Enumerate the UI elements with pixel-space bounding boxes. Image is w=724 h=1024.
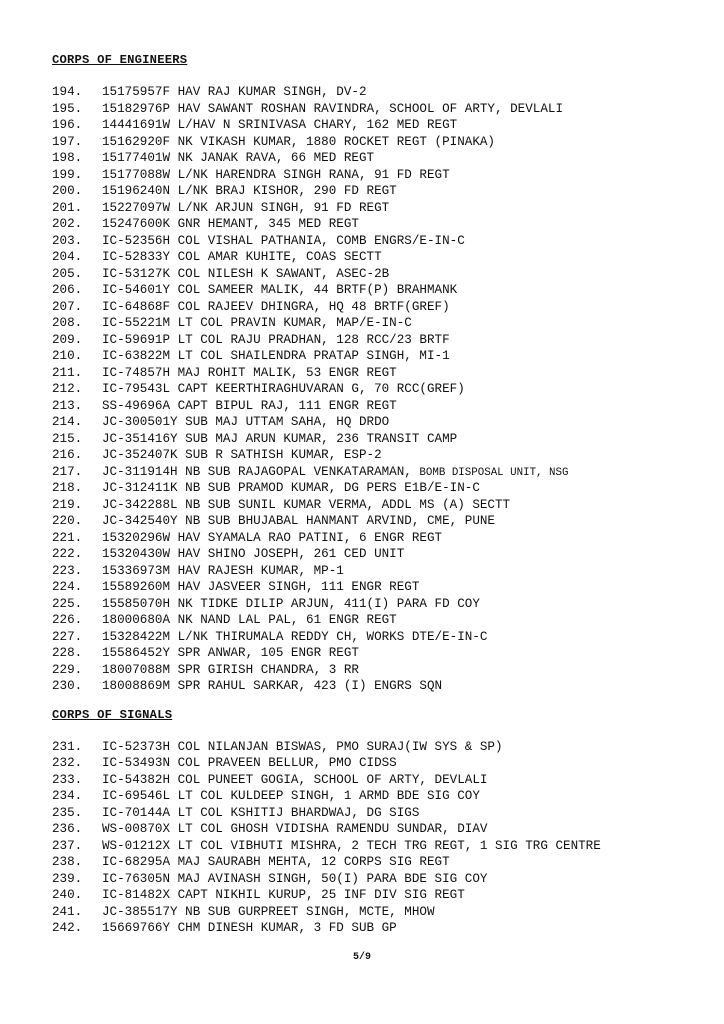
list-item xyxy=(52,447,692,464)
list-item xyxy=(52,755,692,772)
list-item xyxy=(52,904,692,921)
list-item xyxy=(52,772,692,789)
entry-number: 197. xyxy=(52,134,83,149)
list-item xyxy=(52,645,692,662)
list-item xyxy=(52,117,692,134)
entry-text: 15320296W HAV SYAMALA RAO PATINI, 6 ENGR REGT xyxy=(102,530,443,545)
entry-number: 221. xyxy=(52,530,83,545)
list-item xyxy=(52,612,692,629)
list-item xyxy=(52,739,692,756)
entry-text: IC-52833Y COL AMAR KUHITE, COAS SECTT xyxy=(102,250,382,264)
entry-number: 239. xyxy=(52,871,83,886)
entry-number: 208. xyxy=(52,316,83,330)
list-item xyxy=(52,398,692,415)
list-item xyxy=(52,101,692,118)
entry-text: 15162920F NK VIKASH KUMAR, 1880 ROCKET REGT (PINAKA) xyxy=(102,134,495,149)
entry-text: IC-81482X CAPT NIKHIL KURUP, 25 INF DIV SIG REGT xyxy=(102,888,465,902)
entry-text: IC-74857H MAJ ROHIT MALIK, 53 ENGR REGT xyxy=(102,365,397,380)
list-item xyxy=(52,167,692,184)
entry-number: 242. xyxy=(52,921,83,935)
entry-number: 241. xyxy=(52,904,83,919)
entry-number: 204. xyxy=(52,250,83,264)
entry-text: JC-352407K SUB R SATHISH KUMAR, ESP-2 xyxy=(102,448,382,462)
entry-number: 219. xyxy=(52,497,83,512)
list-item xyxy=(52,266,692,283)
entry-number: 198. xyxy=(52,151,83,165)
entry-number: 202. xyxy=(52,217,83,231)
list-item xyxy=(52,629,692,646)
entry-text: 18007088M SPR GIRISH CHANDRA, 3 RR xyxy=(102,662,359,677)
list-item xyxy=(52,282,692,299)
section-heading: CORPS OF SIGNALS xyxy=(52,707,173,722)
entry-number: 227. xyxy=(52,629,83,644)
list-item xyxy=(52,788,692,805)
entry-number: 213. xyxy=(52,398,83,413)
entry-text: JC-351416Y SUB MAJ ARUN KUMAR, 236 TRANSIT CAMP xyxy=(102,431,458,446)
entry-text: 15585070H NK TIDKE DILIP ARJUN, 411(I) PARA FD COY xyxy=(102,596,480,611)
entry-number: 234. xyxy=(52,789,83,803)
entry-list xyxy=(52,84,692,695)
list-item xyxy=(52,821,692,838)
list-item xyxy=(52,546,692,563)
list-item xyxy=(52,887,692,904)
list-item xyxy=(52,183,692,200)
entry-text: 18000680A NK NAND LAL PAL, 61 ENGR REGT xyxy=(102,613,397,627)
list-item xyxy=(52,332,692,349)
list-item xyxy=(52,84,692,101)
list-item xyxy=(52,662,692,679)
entry-number: 229. xyxy=(52,662,83,677)
entry-text: IC-76305N MAJ AVINASH SINGH, 50(I) PARA BDE SIG COY xyxy=(102,871,488,886)
entry-text: IC-53127K COL NILESH K SAWANT, ASEC-2B xyxy=(102,266,390,281)
list-item xyxy=(52,579,692,596)
entry-text: IC-54382H COL PUNEET GOGIA, SCHOOL OF ARTY, DEVLALI xyxy=(102,772,488,787)
list-item xyxy=(52,513,692,530)
entry-number: 210. xyxy=(52,349,83,363)
entry-number: 238. xyxy=(52,855,83,869)
entry-number: 205. xyxy=(52,266,83,281)
entry-text: 15336973M HAV RAJESH KUMAR, MP-1 xyxy=(102,563,344,578)
list-item xyxy=(52,596,692,613)
list-item xyxy=(52,233,692,250)
entry-text: IC-68295A MAJ SAURABH MEHTA, 12 CORPS SIG REGT xyxy=(102,855,450,869)
entry-number: 220. xyxy=(52,514,83,528)
entry-text: JC-342288L NB SUB SUNIL KUMAR VERMA, ADDL MS (A) SECTT xyxy=(102,497,511,512)
list-item xyxy=(52,414,692,431)
entry-text: WS-00870X LT COL GHOSH VIDISHA RAMENDU SUNDAR, DIAV xyxy=(102,822,488,836)
list-item xyxy=(52,480,692,497)
section-engineers xyxy=(52,52,692,695)
list-item xyxy=(52,530,692,547)
list-item xyxy=(52,315,692,332)
list-item xyxy=(52,381,692,398)
entry-text: 15589260M HAV JASVEER SINGH, 111 ENGR REGT xyxy=(102,580,420,594)
entry-text: IC-69546L LT COL KULDEEP SINGH, 1 ARMD BDE SIG COY xyxy=(102,789,480,803)
entry-number: 224. xyxy=(52,580,83,594)
entry-number: 225. xyxy=(52,596,83,611)
entry-text: IC-52373H COL NILANJAN BISWAS, PMO SURAJ(IW SYS & SP) xyxy=(102,739,503,754)
entry-number: 214. xyxy=(52,415,83,429)
entry-text: 15320430W HAV SHINO JOSEPH, 261 CED UNIT xyxy=(102,547,405,561)
entry-number: 231. xyxy=(52,739,83,754)
entry-number: 203. xyxy=(52,233,83,248)
entry-number: 237. xyxy=(52,838,83,853)
entry-text: WS-01212X LT COL VIBHUTI MISHRA, 2 TECH TRG REGT, 1 SIG TRG CENTRE xyxy=(102,838,601,853)
entry-number: 195. xyxy=(52,101,83,116)
entry-text: IC-55221M LT COL PRAVIN KUMAR, MAP/E-IN-C xyxy=(102,316,412,330)
list-item xyxy=(52,299,692,316)
list-item xyxy=(52,838,692,855)
entry-text: 15247600K GNR HEMANT, 345 MED REGT xyxy=(102,217,359,231)
list-item xyxy=(52,805,692,822)
entry-number: 218. xyxy=(52,481,83,495)
entry-text: 14441691W L/HAV N SRINIVASA CHARY, 162 MED REGT xyxy=(102,118,458,132)
list-item xyxy=(52,348,692,365)
list-item xyxy=(52,365,692,382)
entry-number: 240. xyxy=(52,888,83,902)
entry-text: IC-63822M LT COL SHAILENDRA PRATAP SINGH, MI-1 xyxy=(102,349,450,363)
entry-text: 15227097W L/NK ARJUN SINGH, 91 FD REGT xyxy=(102,200,390,215)
entry-text: IC-59691P LT COL RAJU PRADHAN, 128 RCC/23 BRTF xyxy=(102,332,450,347)
entry-text: IC-53493N COL PRAVEEN BELLUR, PMO CIDSS xyxy=(102,756,397,770)
list-item xyxy=(52,871,692,888)
entry-number: 216. xyxy=(52,448,83,462)
entry-number: 232. xyxy=(52,756,83,770)
entry-list xyxy=(52,739,692,937)
entry-text: JC-385517Y NB SUB GURPREET SINGH, MCTE, MHOW xyxy=(102,904,435,919)
entry-number: 217. xyxy=(52,464,83,479)
entry-number: 236. xyxy=(52,822,83,836)
entry-text: 15175957F HAV RAJ KUMAR SINGH, DV-2 xyxy=(102,85,367,99)
entry-number: 228. xyxy=(52,646,83,660)
list-item xyxy=(52,854,692,871)
entry-number: 235. xyxy=(52,805,83,820)
entry-text: IC-54601Y COL SAMEER MALIK, 44 BRTF(P) BRAHMANK xyxy=(102,283,458,297)
entry-number: 199. xyxy=(52,167,83,182)
list-item xyxy=(52,150,692,167)
entry-number: 226. xyxy=(52,613,83,627)
section-signals xyxy=(52,707,692,937)
entry-text: 15328422M L/NK THIRUMALA REDDY CH, WORKS DTE/E-IN-C xyxy=(102,629,488,644)
entry-text: IC-64868F COL RAJEEV DHINGRA, HQ 48 BRTF(GREF) xyxy=(102,299,450,314)
entry-text: IC-52356H COL VISHAL PATHANIA, COMB ENGRS/E-IN-C xyxy=(102,233,465,248)
entry-number: 196. xyxy=(52,118,83,132)
section-heading: CORPS OF ENGINEERS xyxy=(52,53,188,67)
entry-text: SS-49696A CAPT BIPUL RAJ, 111 ENGR REGT xyxy=(102,398,397,413)
entry-text: JC-311914H NB SUB RAJAGOPAL VENKATARAMAN, xyxy=(102,464,420,479)
entry-text: 15196240N L/NK BRAJ KISHOR, 290 FD REGT xyxy=(102,184,397,198)
entry-number: 211. xyxy=(52,365,83,380)
page-number: 5/9 xyxy=(352,952,371,963)
entry-number: 207. xyxy=(52,299,83,314)
list-item xyxy=(52,563,692,580)
entry-text: 15182976P HAV SAWANT ROSHAN RAVINDRA, SCHOOL OF ARTY, DEVLALI xyxy=(102,101,564,116)
entry-number: 212. xyxy=(52,382,83,396)
entry-number: 230. xyxy=(52,679,83,693)
entry-number: 200. xyxy=(52,184,83,198)
entry-number: 233. xyxy=(52,772,83,787)
entry-text: 15177401W NK JANAK RAVA, 66 MED REGT xyxy=(102,151,375,165)
entry-text: JC-342540Y NB SUB BHUJABAL HANMANT ARVIND, CME, PUNE xyxy=(102,514,495,528)
entry-text: 15669766Y CHM DINESH KUMAR, 3 FD SUB GP xyxy=(102,921,397,935)
entry-number: 215. xyxy=(52,431,83,446)
entry-text: IC-70144A LT COL KSHITIJ BHARDWAJ, DG SIGS xyxy=(102,805,420,820)
entry-number: 223. xyxy=(52,563,83,578)
entry-number: 209. xyxy=(52,332,83,347)
entry-text: JC-312411K NB SUB PRAMOD KUMAR, DG PERS E1B/E-IN-C xyxy=(102,481,480,495)
entry-text: 15586452Y SPR ANWAR, 105 ENGR REGT xyxy=(102,646,359,660)
entry-text: 15177088W L/NK HARENDRA SINGH RANA, 91 FD REGT xyxy=(102,167,450,182)
list-item xyxy=(52,431,692,448)
entry-text: 18008869M SPR RAHUL SARKAR, 423 (I) ENGRS SQN xyxy=(102,679,443,693)
entry-number: 201. xyxy=(52,200,83,215)
entry-number: 222. xyxy=(52,547,83,561)
list-item xyxy=(52,464,692,481)
entry-number: 194. xyxy=(52,85,83,99)
entry-text-tail: BOMB DISPOSAL UNIT, NSG xyxy=(419,466,569,479)
entry-text: JC-300501Y SUB MAJ UTTAM SAHA, HQ DRDO xyxy=(102,415,390,429)
list-item xyxy=(52,497,692,514)
list-item xyxy=(52,134,692,151)
list-item xyxy=(52,200,692,217)
list-item xyxy=(52,920,692,937)
list-item xyxy=(52,678,692,695)
list-item xyxy=(52,216,692,233)
document-page xyxy=(52,52,692,937)
list-item xyxy=(52,249,692,266)
entry-number: 206. xyxy=(52,283,83,297)
entry-text: IC-79543L CAPT KEERTHIRAGHUVARAN G, 70 RCC(GREF) xyxy=(102,382,465,396)
